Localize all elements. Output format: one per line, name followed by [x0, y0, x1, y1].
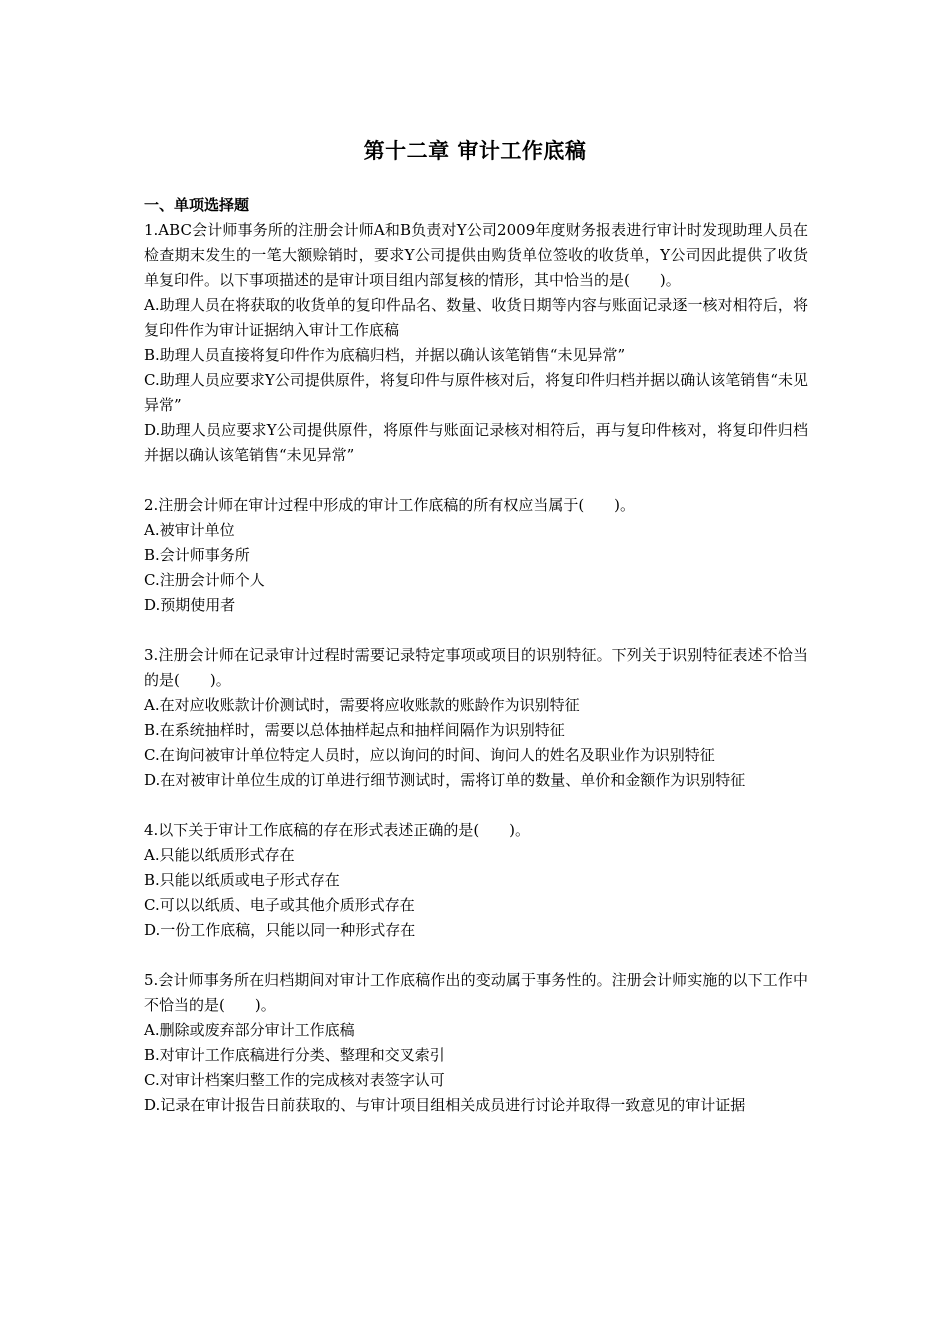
document-body: [144, 193, 808, 1143]
option-a: A.在对应收账款计价测试时，需要将应收账款的账龄作为识别特征: [144, 696, 580, 714]
option-a: A.删除或废弃部分审计工作底稿: [144, 1021, 355, 1039]
option-a: A.助理人员在将获取的收货单的复印件品名、数量、收货日期等内容与账面记录逐一核对相符后，将复印件作为审计证据纳入审计工作底稿: [144, 296, 808, 339]
option-d: D.一份工作底稿，只能以同一种形式存在: [144, 921, 416, 939]
question-4: [144, 818, 808, 943]
option-b: B.只能以纸质或电子形式存在: [144, 871, 340, 889]
option-d: D.在对被审计单位生成的订单进行细节测试时，需将订单的数量、单价和金额作为识别特征: [144, 771, 746, 789]
question-stem: 3.注册会计师在记录审计过程时需要记录特定事项或项目的识别特征。下列关于识别特征表述不恰当的是( )。: [144, 646, 808, 689]
option-c: C.对审计档案归整工作的完成核对表签字认可: [144, 1071, 445, 1089]
question-stem: 5.会计师事务所在归档期间对审计工作底稿作出的变动属于事务性的。注册会计师实施的以下工作中不恰当的是( )。: [144, 971, 808, 1014]
option-d: D.记录在审计报告日前获取的、与审计项目组相关成员进行讨论并取得一致意见的审计证据: [144, 1096, 746, 1114]
option-d: D.预期使用者: [144, 596, 236, 614]
option-c: C.助理人员应要求Y公司提供原件，将复印件与原件核对后，将复印件归档并据以确认该笔销售“未见异常”: [144, 371, 808, 414]
question-stem: 2.注册会计师在审计过程中形成的审计工作底稿的所有权应当属于( )。: [144, 496, 636, 514]
option-a: A.被审计单位: [144, 521, 235, 539]
question-3: [144, 643, 808, 793]
section-heading: 一、单项选择题: [144, 196, 250, 214]
option-c: C.可以以纸质、电子或其他介质形式存在: [144, 896, 415, 914]
question-stem: 1.ABC会计师事务所的注册会计师A和B负责对Y公司2009年度财务报表进行审计时发现助理人员在检查期末发生的一笔大额赊销时，要求Y公司提供由购货单位签收的收货单，Y公司因此提供了收货单复印件。以下事项描述的是审计项目组内部复核的情形，其中恰当的是( )。: [144, 221, 808, 289]
option-b: B.在系统抽样时，需要以总体抽样起点和抽样间隔作为识别特征: [144, 721, 565, 739]
question-stem: 4.以下关于审计工作底稿的存在形式表述正确的是( )。: [144, 821, 531, 839]
question-5: [144, 968, 808, 1118]
option-a: A.只能以纸质形式存在: [144, 846, 295, 864]
option-d: D.助理人员应要求Y公司提供原件，将原件与账面记录核对相符后，再与复印件核对，将复印件归档并据以确认该笔销售“未见异常”: [144, 421, 808, 464]
option-b: B.助理人员直接将复印件作为底稿归档，并据以确认该笔销售“未见异常”: [144, 346, 626, 364]
option-c: C.在询问被审计单位特定人员时，应以询问的时间、询问人的姓名及职业作为识别特征: [144, 746, 715, 764]
chapter-title: 第十二章 审计工作底稿: [363, 139, 587, 163]
option-b: B.会计师事务所: [144, 546, 250, 564]
option-c: C.注册会计师个人: [144, 571, 265, 589]
question-1: [144, 218, 808, 468]
option-b: B.对审计工作底稿进行分类、整理和交叉索引: [144, 1046, 445, 1064]
question-2: [144, 493, 808, 618]
